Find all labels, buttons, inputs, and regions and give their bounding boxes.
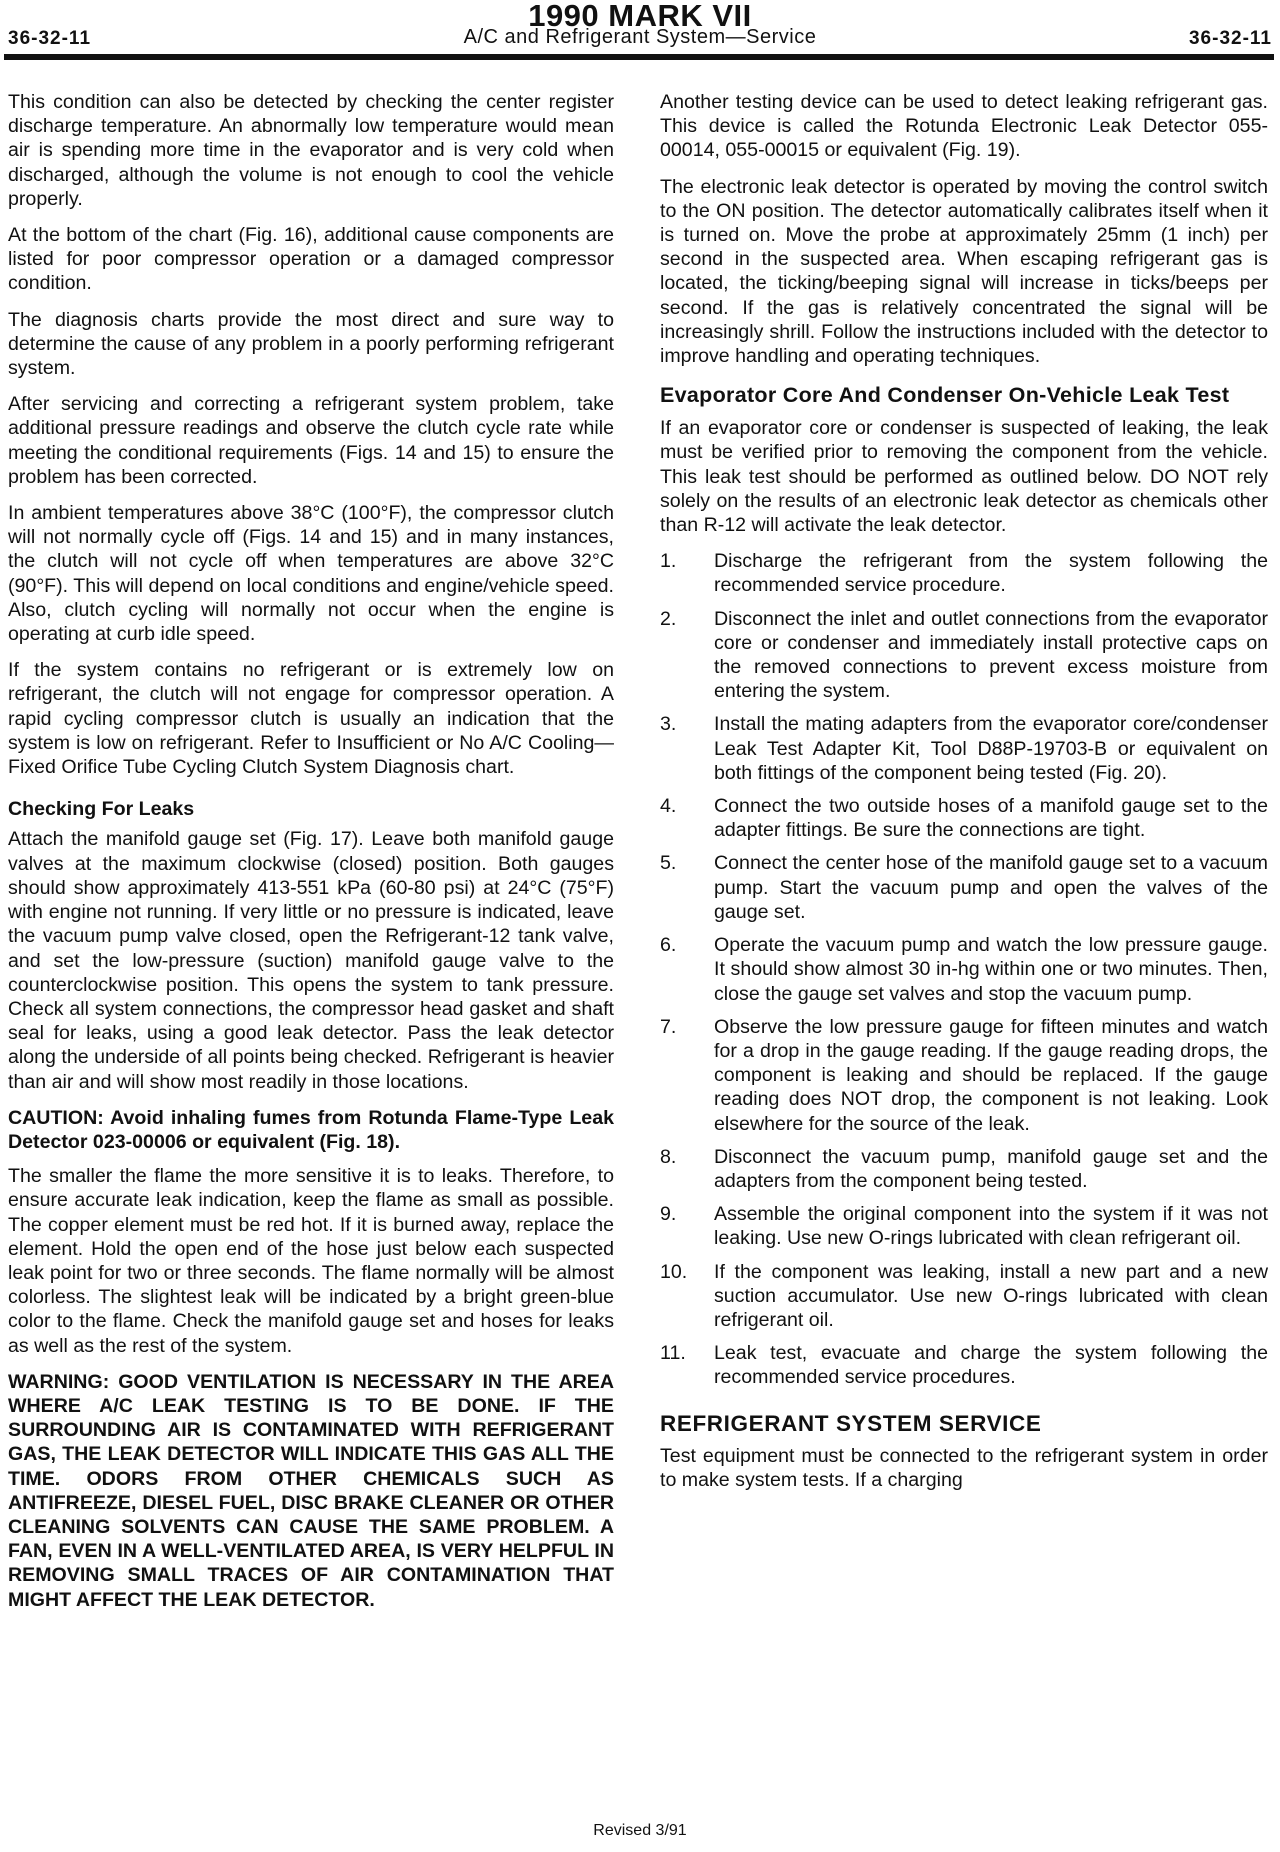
step-text: Leak test, evacuate and charge the system following the recommended service procedures. bbox=[714, 1342, 1268, 1389]
paragraph: In ambient temperatures above 38°C (100°F), the compressor clutch will not normally cycle off (Figs. 14 and 15) and in many instances, the clutch will not cycle off when temperatures are above 32°C (90°F). This will depend on local conditions and engine/vehicle speed. Also, clutch cycling will normally not occur when the engine is operating at curb idle speed. bbox=[8, 502, 614, 646]
paragraph: The electronic leak detector is operated by moving the control switch to the ON position. The detector automatically calibrates itself when it is turned on. Move the probe at approximately 25mm (1 inch) per second in the suspected area. When escaping refrigerant gas is located, the ticking/beeping signal will increase in ticks/beeps per second. If the gas is relatively concentrated the signal will be increasingly shrill. Follow the instructions included with the detector to improve handling and operating techniques. bbox=[660, 175, 1268, 368]
list-item bbox=[660, 1202, 1268, 1250]
procedure-steps bbox=[660, 549, 1268, 1389]
list-item bbox=[660, 1260, 1268, 1333]
page-title: 1990 MARK VII bbox=[528, 0, 752, 33]
list-item bbox=[660, 549, 1268, 597]
revision-footer: Revised 3/91 bbox=[593, 1822, 687, 1839]
page-header bbox=[0, 0, 1280, 60]
list-item bbox=[660, 712, 1268, 785]
step-text: Disconnect the inlet and outlet connections from the evaporator core or condenser and immediately install protective caps on the removed connections to prevent excess moisture from entering the system. bbox=[714, 607, 1268, 703]
step-text: Connect the center hose of the manifold gauge set to a vacuum pump. Start the vacuum pump and open the valves of the gauge set. bbox=[714, 852, 1268, 923]
step-number: 9. bbox=[660, 1203, 677, 1226]
step-text: Discharge the refrigerant from the system following the recommended service procedure. bbox=[714, 550, 1268, 597]
paragraph: Test equipment must be connected to the refrigerant system in order to make system tests. If a charging bbox=[660, 1444, 1268, 1491]
list-item bbox=[660, 794, 1268, 842]
step-number: 4. bbox=[660, 795, 677, 818]
step-number: 1. bbox=[660, 550, 677, 573]
paragraph: Attach the manifold gauge set (Fig. 17). Leave both manifold gauge valves at the maximum clockwise (closed) position. Both gauges should show approximately 413-551 kPa (60-80 psi) at 24°C (75°F) with engine not running. If very little or no pressure is indicated, leave the vacuum pump valve closed, open the Refrigerant-12 tank valve, and set the low-pressure (suction) manifold gauge valve to the counterclockwise position. This opens the system to tank pressure. Check all system connections, the compressor head gasket and shaft seal for leaks, using a good leak detector. Pass the leak detector along the underside of all points being checked. Refrigerant is heavier than air and will show most readily in those locations. bbox=[8, 828, 614, 1093]
page-code-right: 36-32-11 bbox=[1188, 28, 1272, 49]
list-item bbox=[660, 933, 1268, 1006]
list-item bbox=[660, 851, 1268, 924]
page-code-left: 36-32-11 bbox=[8, 28, 92, 49]
step-number: 10. bbox=[660, 1260, 688, 1283]
step-number: 5. bbox=[660, 852, 677, 875]
checking-for-leaks-heading: Checking For Leaks bbox=[8, 798, 195, 821]
refrigerant-system-service-heading: REFRIGERANT SYSTEM SERVICE bbox=[660, 1410, 1042, 1436]
list-item bbox=[660, 1341, 1268, 1389]
paragraph: This condition can also be detected by checking the center register discharge temperature. An abnormally low temperature would mean air is spending more time in the evaporator and is very cold when discharged, although the volume is not enough to cool the vehicle properly. bbox=[8, 91, 614, 210]
step-text: Connect the two outside hoses of a manifold gauge set to the adapter fittings. Be sure the connections are tight. bbox=[714, 795, 1268, 842]
step-number: 7. bbox=[660, 1015, 677, 1038]
paragraph: The smaller the flame the more sensitive it is to leaks. Therefore, to ensure accurate leak indication, keep the flame as small as possible. The copper element must be red hot. If it is burned away, replace the element. Hold the open end of the hose just below each suspected leak point for two or three seconds. The flame normally will be almost colorless. The slightest leak will be indicated by a bright green-blue color to the flame. Check the manifold gauge set and hoses for leaks as well as the rest of the system. bbox=[8, 1165, 614, 1357]
leak-test-heading: Evaporator Core And Condenser On-Vehicle Leak Test bbox=[660, 383, 1230, 408]
header-rule bbox=[4, 54, 1274, 60]
paragraph: Another testing device can be used to detect leaking refrigerant gas. This device is called the Rotunda Electronic Leak Detector 055-00014, 055-00015 or equivalent (Fig. 19). bbox=[660, 91, 1268, 162]
step-text: Install the mating adapters from the evaporator core/condenser Leak Test Adapter Kit, Tool D88P-19703-B or equivalent on both fittings of the component being tested (Fig. 20). bbox=[714, 713, 1268, 784]
caution-note: CAUTION: Avoid inhaling fumes from Rotunda Flame-Type Leak Detector 023-00006 or equivalent (Fig. 18). bbox=[8, 1106, 614, 1153]
step-number: 6. bbox=[660, 934, 677, 957]
step-text: Observe the low pressure gauge for fifteen minutes and watch for a drop in the gauge reading. If the gauge reading drops, the component is leaking and should be replaced. If the gauge reading does NOT drop, the component is not leaking. Look elsewhere for the source of the leak. bbox=[714, 1015, 1268, 1135]
step-text: If the component was leaking, install a new part and a new suction accumulator. Use new O-rings lubricated with clean refrigerant oil. bbox=[714, 1260, 1268, 1331]
list-item bbox=[660, 1145, 1268, 1193]
page-subtitle: A/C and Refrigerant System—Service bbox=[463, 26, 817, 48]
step-text: Assemble the original component into the system if it was not leaking. Use new O-rings lubricated with clean refrigerant oil. bbox=[714, 1203, 1268, 1250]
paragraph: After servicing and correcting a refrigerant system problem, take additional pressure readings and observe the clutch cycle rate while meeting the conditional requirements (Figs. 14 and 15) to ensure the problem has been corrected. bbox=[8, 393, 614, 488]
paragraph: If the system contains no refrigerant or is extremely low on refrigerant, the clutch will not engage for compressor operation. A rapid cycling compressor clutch is usually an indication that the system is low on refrigerant. Refer to Insufficient or No A/C Cooling—Fixed Orifice Tube Cycling Clutch System Diagnosis chart. bbox=[8, 659, 614, 779]
list-item bbox=[660, 607, 1268, 704]
left-column bbox=[8, 90, 614, 1612]
paragraph: The diagnosis charts provide the most direct and sure way to determine the cause of any problem in a poorly performing refrigerant system. bbox=[8, 308, 614, 380]
step-number: 11. bbox=[660, 1342, 686, 1365]
step-number: 2. bbox=[660, 607, 677, 630]
step-text: Operate the vacuum pump and watch the low pressure gauge. It should show almost 30 in-hg within one or two minutes. Then, close the gauge set valves and stop the vacuum pump. bbox=[714, 934, 1268, 1005]
paragraph: At the bottom of the chart (Fig. 16), additional cause components are listed for poor compressor operation or a damaged compressor condition. bbox=[8, 224, 614, 295]
warning-note: WARNING: GOOD VENTILATION IS NECESSARY IN THE AREA WHERE A/C LEAK TESTING IS TO BE DONE. IF THE SURROUNDING AIR IS CONTAMINATED WITH REFRIGERANT GAS, THE LEAK DETECTOR WILL INDICATE THIS GAS ALL THE TIME. ODORS FROM OTHER CHEMICALS SUCH AS ANTIFREEZE, DIESEL FUEL, DISC BRAKE CLEANER OR OTHER CLEANING SOLVENTS CAN CAUSE THE SAME PROBLEM. A FAN, EVEN IN A WELL-VENTILATED AREA, IS VERY HELPFUL IN REMOVING SMALL TRACES OF AIR CONTAMINATION THAT MIGHT AFFECT THE LEAK DETECTOR. bbox=[8, 1370, 614, 1611]
step-number: 8. bbox=[660, 1145, 677, 1168]
list-item bbox=[660, 1015, 1268, 1136]
step-text: Disconnect the vacuum pump, manifold gauge set and the adapters from the component being tested. bbox=[714, 1145, 1268, 1192]
right-column bbox=[660, 90, 1268, 1504]
step-number: 3. bbox=[660, 713, 677, 736]
paragraph: If an evaporator core or condenser is suspected of leaking, the leak must be verified prior to removing the component from the vehicle. This leak test should be performed as outlined below. DO NOT rely solely on the results of an electronic leak detector as chemicals other than R-12 will activate the leak detector. bbox=[660, 417, 1268, 537]
